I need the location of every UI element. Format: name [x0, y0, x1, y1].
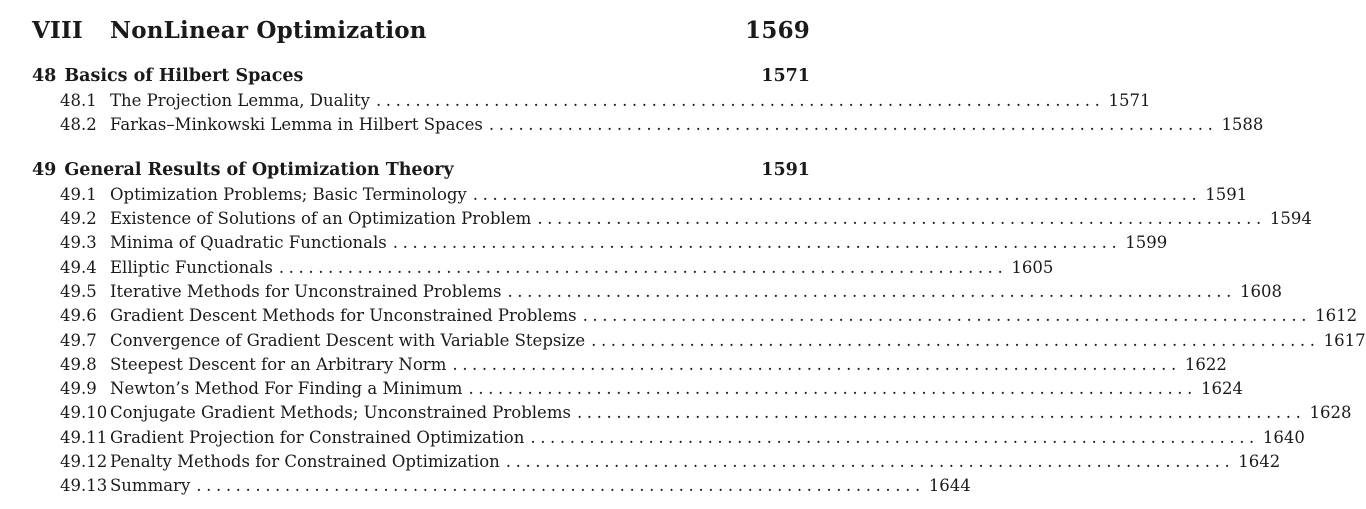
section-entry[interactable] — [60, 256, 1054, 280]
section-page-number: 1588 — [1221, 115, 1264, 134]
section-title: Existence of Solutions of an Optimization Problem — [110, 209, 532, 228]
dot-leader: .......................................................................... — [392, 233, 1122, 252]
section-number: 48.1 — [60, 91, 97, 110]
section-page-number: 1617 — [1323, 331, 1366, 350]
dot-leader: .......................................................................... — [375, 91, 1105, 110]
section-entry[interactable] — [60, 329, 1366, 353]
section-entry[interactable] — [60, 231, 1168, 255]
section-title: Summary — [110, 476, 191, 495]
dot-leader: .......................................................................... — [452, 355, 1181, 374]
section-title: Newton’s Method For Finding a Minimum — [110, 379, 463, 398]
section-number: 49.13 — [60, 476, 108, 495]
section-title: Minima of Quadratic Functionals — [110, 233, 387, 252]
dot-leader: .......................................................................... — [468, 379, 1197, 398]
section-number: 49.10 — [60, 403, 108, 422]
dot-leader: .......................................................................... — [582, 306, 1312, 325]
chapter-title: General Results of Optimization Theory — [64, 160, 454, 180]
dot-leader: .......................................................................... — [530, 428, 1259, 447]
section-title: Steepest Descent for an Arbitrary Norm — [110, 355, 447, 374]
section-title: The Projection Lemma, Duality — [110, 91, 370, 110]
chapter-heading[interactable] — [32, 64, 810, 88]
dot-leader: .......................................................................... — [576, 403, 1306, 422]
part-page-number: 1569 — [745, 16, 810, 44]
part-heading — [32, 12, 810, 48]
section-number: 49.4 — [60, 258, 97, 277]
part-number: VIII — [32, 16, 83, 44]
section-entry[interactable] — [60, 280, 1282, 304]
section-page-number: 1599 — [1125, 233, 1168, 252]
dot-leader: .......................................................................... — [472, 185, 1202, 204]
dot-leader: .......................................................................... — [278, 258, 1008, 277]
dot-leader: .......................................................................... — [505, 452, 1235, 471]
section-entry[interactable] — [60, 353, 1227, 377]
chapter-title: Basics of Hilbert Spaces — [64, 66, 304, 86]
section-number: 49.1 — [60, 185, 97, 204]
dot-leader: .......................................................................... — [507, 282, 1236, 301]
section-title: Farkas–Minkowski Lemma in Hilbert Spaces — [110, 115, 483, 134]
part-title: NonLinear Optimization — [110, 16, 427, 44]
section-entry[interactable] — [60, 113, 1264, 137]
section-title: Penalty Methods for Constrained Optimization — [110, 452, 500, 471]
section-page-number: 1628 — [1309, 403, 1352, 422]
section-page-number: 1571 — [1108, 91, 1151, 110]
section-title: Elliptic Functionals — [110, 258, 273, 277]
section-title: Iterative Methods for Unconstrained Problems — [110, 282, 502, 301]
section-title: Optimization Problems; Basic Terminology — [110, 185, 467, 204]
section-page-number: 1644 — [928, 476, 971, 495]
section-number: 49.5 — [60, 282, 97, 301]
section-entry[interactable] — [60, 426, 1305, 450]
section-entry[interactable] — [60, 304, 1358, 328]
section-page-number: 1591 — [1205, 185, 1248, 204]
section-page-number: 1594 — [1269, 209, 1312, 228]
section-page-number: 1605 — [1011, 258, 1054, 277]
section-entry[interactable] — [60, 207, 1312, 231]
section-number: 49.9 — [60, 379, 97, 398]
chapter-heading[interactable] — [32, 158, 810, 182]
section-page-number: 1624 — [1200, 379, 1243, 398]
section-number: 49.8 — [60, 355, 97, 374]
chapter-page-number: 1591 — [761, 160, 810, 180]
section-page-number: 1622 — [1184, 355, 1227, 374]
section-title: Gradient Projection for Constrained Optimization — [110, 428, 525, 447]
chapter-page-number: 1571 — [761, 66, 810, 86]
section-title: Gradient Descent Methods for Unconstrained Problems — [110, 306, 577, 325]
section-page-number: 1608 — [1239, 282, 1282, 301]
section-number: 49.7 — [60, 331, 97, 350]
section-entry[interactable] — [60, 377, 1243, 401]
dot-leader: .......................................................................... — [537, 209, 1266, 228]
chapter-number: 48 — [32, 66, 57, 86]
section-page-number: 1642 — [1238, 452, 1281, 471]
section-entry[interactable] — [60, 474, 971, 498]
section-entry[interactable] — [60, 401, 1352, 425]
section-number: 49.11 — [60, 428, 108, 447]
section-page-number: 1640 — [1262, 428, 1305, 447]
section-entry[interactable] — [60, 450, 1281, 474]
section-number: 49.12 — [60, 452, 108, 471]
section-title: Convergence of Gradient Descent with Variable Stepsize — [110, 331, 586, 350]
section-number: 49.3 — [60, 233, 97, 252]
dot-leader: .......................................................................... — [196, 476, 925, 495]
section-entry[interactable] — [60, 89, 1151, 113]
section-number: 49.2 — [60, 209, 97, 228]
section-number: 48.2 — [60, 115, 97, 134]
section-entry[interactable] — [60, 183, 1248, 207]
section-title: Conjugate Gradient Methods; Unconstrained Problems — [110, 403, 571, 422]
chapter-number: 49 — [32, 160, 57, 180]
dot-leader: .......................................................................... — [591, 331, 1320, 350]
section-number: 49.6 — [60, 306, 97, 325]
section-page-number: 1612 — [1315, 306, 1358, 325]
dot-leader: .......................................................................... — [488, 115, 1218, 134]
